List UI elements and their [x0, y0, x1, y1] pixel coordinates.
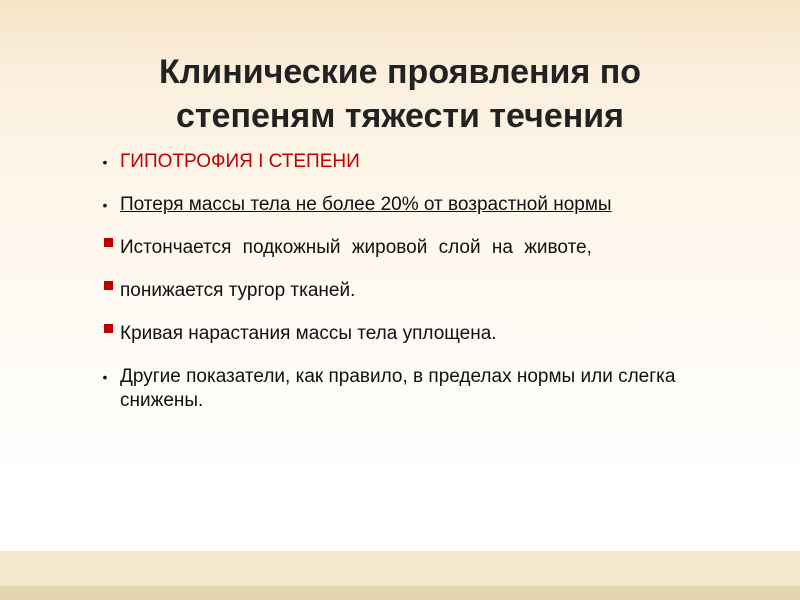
fat-layer-text: Истончается подкожный жировой слой на животе,	[120, 237, 592, 258]
bullet-item-other-indicators	[98, 365, 718, 413]
slide-title	[60, 50, 740, 138]
bullet-item-fat-layer	[98, 236, 718, 260]
footer-band-dark	[0, 586, 800, 600]
bullet-list	[98, 150, 718, 432]
slide-title-line-1: Клинические проявления по	[158, 53, 642, 91]
turgor-text: понижается тургор тканей.	[120, 280, 356, 301]
footer-band-light	[0, 551, 800, 586]
weight-loss-text: Потеря массы тела не более 20% от возрастной нормы	[120, 194, 612, 215]
other-indicators-text: Другие показатели, как правило, в пределах нормы или слегка снижены.	[120, 366, 676, 411]
square-bullet-icon	[104, 281, 113, 290]
hypotrophy-heading-text: ГИПОТРОФИЯ I СТЕПЕНИ	[120, 151, 360, 172]
bullet-item-hypotrophy-heading	[98, 150, 718, 174]
slide-title-line-2: степеням тяжести течения	[175, 97, 625, 135]
bullet-item-weight-loss	[98, 193, 718, 217]
round-bullet-icon: •	[102, 154, 108, 170]
weight-curve-text: Кривая нарастания массы тела уплощена.	[120, 323, 497, 344]
bullet-item-turgor	[98, 279, 718, 303]
round-bullet-icon: •	[102, 197, 108, 213]
square-bullet-icon	[104, 238, 113, 247]
square-bullet-icon	[104, 324, 113, 333]
bullet-item-weight-curve	[98, 322, 718, 346]
round-bullet-icon: •	[102, 369, 108, 385]
